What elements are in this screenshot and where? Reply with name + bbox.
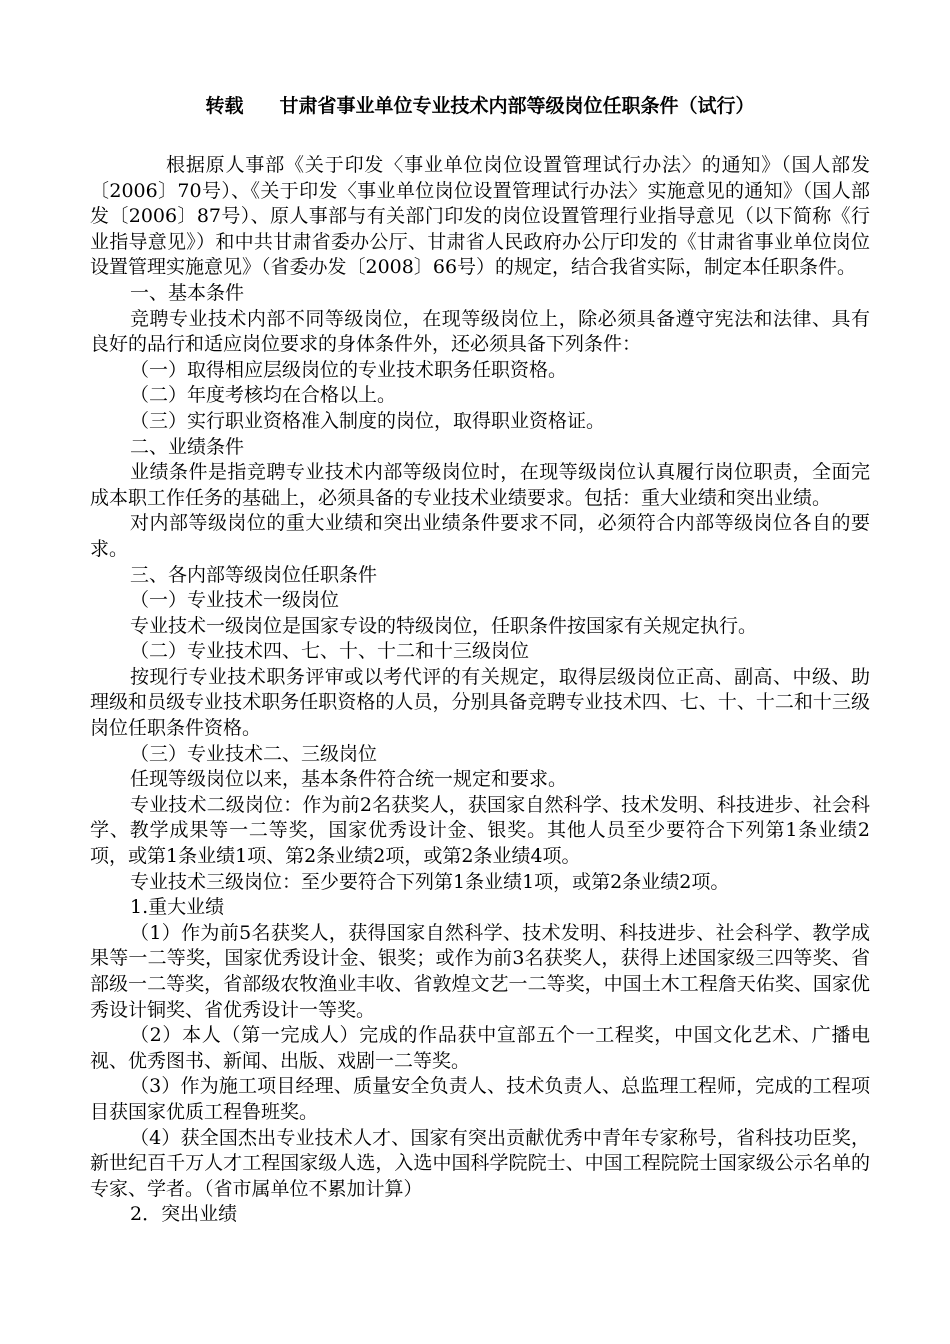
list-item: （三）实行职业资格准入制度的岗位，取得职业资格证。 — [130, 409, 606, 432]
list-item: （二）年度考核均在合格以上。 — [130, 384, 397, 407]
paragraph: 竞聘专业技术内部不同等级岗位，在现等级岗位上，除必须具备遵守宪法和法律、具有良好的品行和适应岗位要求的身体条件外，还必须具备下列条件： — [90, 307, 870, 356]
title-main: 甘肃省事业单位专业技术内部等级岗位任职条件（试行） — [279, 95, 755, 117]
heading-basic-conditions: 一、基本条件 — [130, 281, 245, 304]
paragraph: 专业技术一级岗位是国家专设的特级岗位，任职条件按国家有关规定执行。 — [130, 614, 758, 637]
subheading: 1.重大业绩 — [130, 896, 225, 919]
paragraph: 专业技术二级岗位：作为前2名获奖人，获国家自然科学、技术发明、科技进步、社会科学、教学成果等一二等奖，国家优秀设计金、银奖。其他人员至少要符合下列第1条业绩2项，或第1条业绩1项、第2条业绩2项，或第2条业绩4项。 — [90, 793, 870, 868]
list-item: （1）作为前5名获奖人，获得国家自然科学、技术发明、科技进步、社会科学、教学成果等一二等奖，国家优秀设计金、银奖；或作为前3名获奖人，获得上述国家级三四等奖、省部级一二等奖，省部级农牧渔业丰收、省敦煌文艺一二等奖，中国土木工程詹天佑奖、国家优秀设计铜奖、省优秀设计一等奖。 — [90, 921, 870, 1021]
heading-performance-conditions: 二、业绩条件 — [130, 435, 245, 458]
paragraph: 对内部等级岗位的重大业绩和突出业绩条件要求不同，必须符合内部等级岗位各自的要求。 — [90, 512, 870, 560]
subheading: 2．突出业绩 — [130, 1203, 238, 1226]
document-title — [90, 92, 870, 120]
document-page — [90, 92, 870, 1228]
subheading: （一）专业技术一级岗位 — [130, 589, 340, 612]
list-item: （一）取得相应层级岗位的专业技术职务任职资格。 — [130, 358, 568, 381]
title-prefix: 转载 — [205, 95, 244, 117]
paragraph-intro: 根据原人事部《关于印发〈事业单位岗位设置管理试行办法〉的通知》（国人部发〔2006〕70号）、《关于印发〈事业单位岗位设置管理试行办法〉实施意见的通知》（国人部发〔2006〕87号）、原人事部与有关部门印发的岗位设置管理行业指导意见（以下简称《行业指导意见》）和中共甘肃省委办公厅、甘肃省人民政府办公厅印发的《甘肃省事业单位岗位设置管理实施意见》（省委办发〔2008〕66号）的规定，结合我省实际，制定本任职条件。 — [90, 154, 870, 279]
paragraph: 业绩条件是指竞聘专业技术内部等级岗位时，在现等级岗位认真履行岗位职责，全面完成本职工作任务的基础上，必须具备的专业技术业绩要求。包括：重大业绩和突出业绩。 — [90, 461, 870, 509]
paragraph: 按现行专业技术职务评审或以考代评的有关规定，取得层级岗位正高、副高、中级、助理级和员级专业技术职务任职资格的人员，分别具备竞聘专业技术四、七、十、十二和十三级岗位任职条件资格。 — [90, 665, 870, 740]
paragraph: 专业技术三级岗位：至少要符合下列第1条业绩1项，或第2条业绩2项。 — [130, 870, 730, 893]
list-item: （2）本人（第一完成人）完成的作品获中宣部五个一工程奖，中国文化艺术、广播电视、优秀图书、新闻、出版、戏剧一二等奖。 — [90, 1024, 870, 1072]
list-item: （4）获全国杰出专业技术人才、国家有突出贡献优秀中青年专家称号，省科技功臣奖，新世纪百千万人才工程国家级人选，入选中国科学院院士、中国工程院院士国家级公示名单的专家、学者。（省市属单位不累加计算） — [90, 1126, 870, 1200]
subheading: （三）专业技术二、三级岗位 — [130, 742, 378, 765]
subheading: （二）专业技术四、七、十、十二和十三级岗位 — [130, 640, 530, 663]
paragraph: 任现等级岗位以来，基本条件符合统一规定和要求。 — [130, 768, 568, 791]
heading-position-conditions: 三、各内部等级岗位任职条件 — [130, 563, 378, 586]
list-item: （3）作为施工项目经理、质量安全负责人、技术负责人、总监理工程师，完成的工程项目获国家优质工程鲁班奖。 — [90, 1075, 870, 1123]
